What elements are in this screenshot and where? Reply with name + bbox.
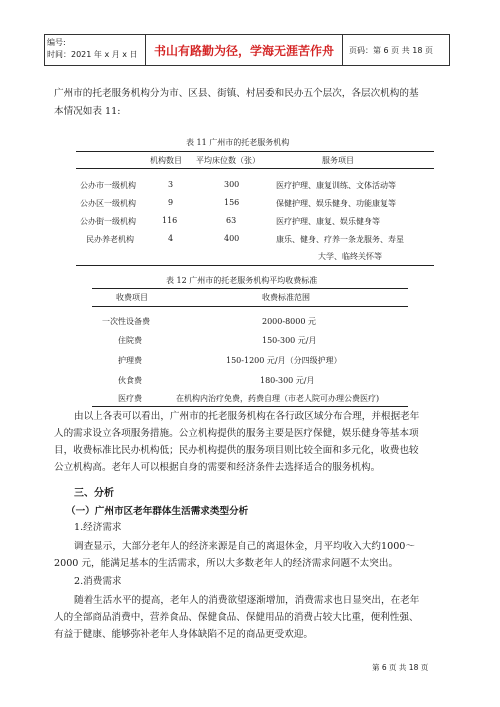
table12-top-rule — [92, 288, 408, 289]
fee-range: 150-300 元/月 — [262, 336, 317, 345]
fee-range: 在机构内治疗免费，药费自理（市老人院可办理公费医疗) — [176, 394, 380, 403]
row-beds: 400 — [224, 234, 240, 243]
table11-header-count: 机构数目 — [150, 156, 182, 165]
item2-line: 有益于健康、能够弥补老年人身体缺陷不足的商品更受欢迎。 — [54, 629, 314, 640]
table12-header-range: 收费标准范围 — [262, 293, 310, 302]
header-page-number: 页码：第 6 页 共 18 页 — [349, 45, 433, 55]
summary-line: 由以上各表可以看出，广州市的托老服务机构在各行政区域分布合理，并根据老年 — [74, 411, 420, 422]
fee-range: 2000-8000 元 — [262, 317, 316, 326]
row-services: 医疗护理、康复训练、文体活动等 — [276, 181, 396, 190]
row-name: 公办市一级机构 — [80, 181, 136, 190]
section-subtitle: （一）广州市区老年群体生活需求类型分析 — [66, 506, 249, 517]
row-services: 康乐、健身、疗养一条龙服务、寿星 — [276, 235, 404, 244]
page-footer: 第 6 页 共 18 页 — [372, 663, 429, 672]
table12-bottom-rule — [92, 406, 408, 407]
item2-title: 2.消费需求 — [74, 576, 122, 587]
item1-line: 调查显示，大部分老年人的经济来源是自己的离退休金，月平均收入大约1000～ — [74, 541, 416, 552]
row-services: 保健护理、娱乐健身、功能康复等 — [276, 199, 396, 208]
header-time-label: 时间：2021 年 x 月 x 日 — [47, 50, 138, 59]
row-name: 民办养老机构 — [86, 235, 134, 244]
summary-line: 公立机构高。老年人可以根据自身的需要和经济条件去选择适合的服务机构。 — [54, 462, 381, 473]
row-count: 116 — [162, 216, 178, 225]
header-motto: 书山有路勤为径，学海无涯苦作舟 — [146, 35, 343, 65]
item1-line: 2000 元，能满足基本的生活需求，所以大多数老年人的经济需求问题不太突出。 — [54, 558, 399, 569]
summary-line: 人的需求设立各项服务措施。公立机构提供的服务主要是医疗保健，娱乐健身等基本项 — [54, 428, 419, 439]
item1-paragraph — [54, 538, 454, 572]
row-beds: 156 — [224, 198, 240, 207]
intro-line-2: 本情况如表 11: — [54, 106, 121, 117]
item2-paragraph — [54, 592, 454, 643]
fee-range: 180-300 元/月 — [260, 376, 315, 385]
table11-top-rule — [76, 151, 434, 152]
fee-range: 150-1200 元/月（分四级护理） — [226, 356, 342, 365]
row-count: 3 — [168, 180, 174, 189]
fee-item: 住院费 — [118, 336, 142, 345]
page-header — [44, 34, 450, 66]
table11-caption: 表 11 广州市的托老服务机构 — [186, 138, 290, 147]
table11-header-rule — [76, 168, 434, 169]
fee-item: 护理费 — [118, 356, 142, 365]
item2-line: 随着生活水平的提高，老年人的消费欲望逐渐增加，消费需求也日显突出，在老年 — [74, 595, 420, 606]
row-services: 医疗护理、康复、娱乐健身等 — [276, 217, 380, 226]
table11-header-beds: 平均床位数（张） — [196, 156, 260, 165]
fee-item: 一次性设备费 — [102, 317, 150, 326]
header-meta — [45, 35, 146, 65]
table11-bottom-rule — [76, 265, 434, 266]
header-number-label: 编号: — [47, 38, 66, 47]
row-beds: 63 — [226, 216, 237, 225]
table11-header-services: 服务项目 — [322, 156, 354, 165]
summary-line: 目，收费标准比民办机构低；民办机构提供的服务项目则比较全面和多元化，收费也较 — [54, 445, 419, 456]
table12-caption: 表 12 广州市的托老服务机构平均收费标准 — [166, 276, 318, 285]
table12-header-rule — [92, 306, 408, 307]
row-count: 4 — [168, 234, 174, 243]
table12-header-item: 收费项目 — [116, 293, 148, 302]
item2-line: 人的全部商品消费中，营养食品、保健食品、保健用品的消费占较大比重，便利性强、 — [54, 612, 419, 623]
section-title: 三、分析 — [74, 488, 114, 499]
row-name: 公办街一级机构 — [80, 217, 136, 226]
summary-paragraph — [54, 408, 454, 476]
row-beds: 300 — [224, 180, 240, 189]
intro-line-1: 广州市的托老服务机构分为市、区县、街镇、村居委和民办五个层次，各层次机构的基 — [54, 88, 419, 99]
row-count: 9 — [168, 198, 174, 207]
item1-title: 1.经济需求 — [74, 522, 122, 533]
row-services-cont: 大学、临终关怀等 — [318, 252, 382, 261]
row-name: 公办区一级机构 — [80, 199, 136, 208]
fee-item: 伙食费 — [118, 376, 142, 385]
fee-item: 医疗费 — [118, 394, 142, 403]
intro-paragraph — [54, 86, 454, 120]
